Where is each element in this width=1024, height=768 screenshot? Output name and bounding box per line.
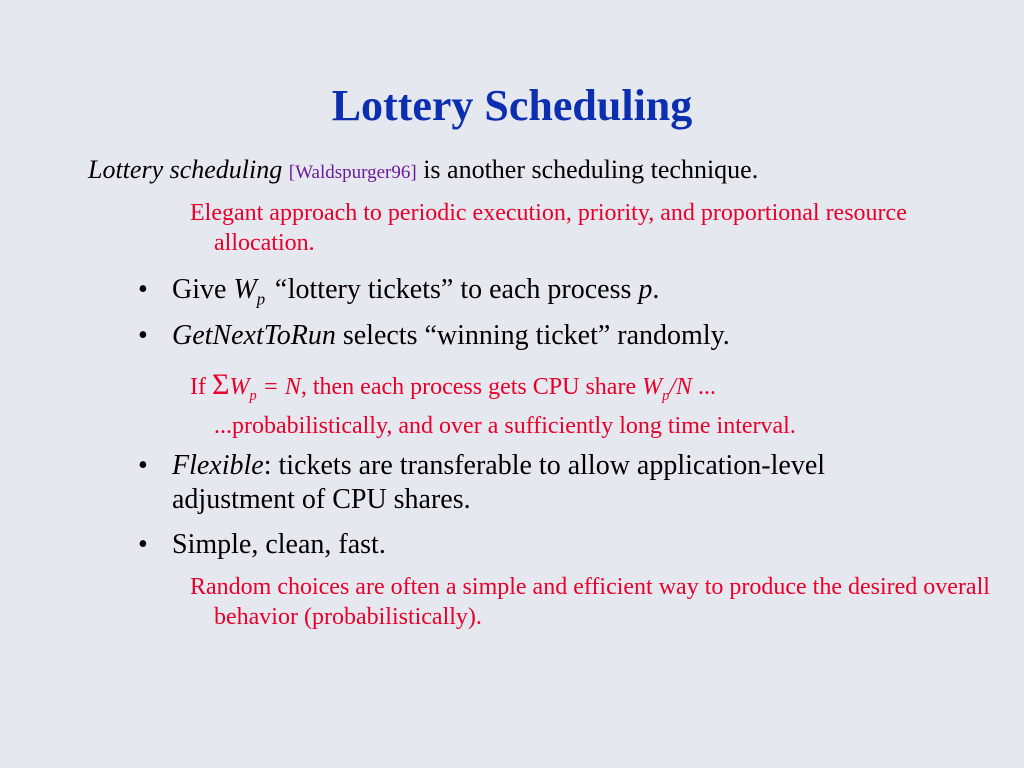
bullet-flexible	[138, 449, 952, 517]
note-equation: = N	[262, 374, 301, 400]
bullet-give-tickets	[138, 273, 992, 317]
getnexttorun-text: selects “winning ticket” randomly.	[342, 320, 730, 351]
share-w-var: W	[642, 374, 663, 400]
note-w-var: W	[229, 374, 250, 400]
bullet-symbol: •	[138, 450, 148, 481]
bullet-give-end: .	[652, 274, 660, 305]
note-w-subscript: p	[249, 387, 257, 404]
intro-line	[88, 155, 758, 185]
bullet-symbol: •	[138, 529, 148, 560]
note-line2: ...probabilistically, and over a sufficiently long time interval.	[214, 412, 796, 439]
w-var: W	[233, 274, 257, 305]
sigma-symbol: Σ	[211, 368, 230, 401]
share-n: /N	[669, 374, 692, 400]
note-ellipsis: ...	[698, 374, 716, 400]
w-subscript: p	[256, 289, 266, 309]
bullet-give-text: lottery tickets” to each process	[287, 274, 632, 305]
getnexttorun-term: GetNextToRun	[172, 320, 336, 351]
bullet-symbol: •	[138, 320, 148, 351]
note-cpu-share	[190, 370, 994, 441]
bullet-give-word: Give	[172, 274, 227, 305]
open-quote: “	[272, 274, 288, 305]
share-subscript: p	[662, 387, 670, 404]
flexible-text: : tickets are transferable to allow application-level adjustment of CPU shares.	[172, 450, 826, 515]
intro-rest: is another scheduling technique.	[423, 155, 759, 184]
bullet-simple	[138, 528, 992, 562]
bullet-getnexttorun	[138, 319, 992, 353]
flexible-term: Flexible	[172, 450, 264, 481]
note-random-choices: Random choices are often a simple and efficient way to produce the desired overall behavior (probabilistically).	[190, 574, 990, 630]
slide-title: Lottery Scheduling	[331, 81, 693, 130]
citation: [Waldspurger96]	[288, 162, 417, 183]
note-if: If	[190, 374, 206, 400]
note-mid-text: , then each process gets CPU share	[300, 374, 637, 400]
simple-text: Simple, clean, fast.	[172, 529, 386, 560]
bullet-symbol: •	[138, 274, 148, 305]
note-elegant-approach: Elegant approach to periodic execution, priority, and proportional resource allocation.	[190, 200, 907, 256]
intro-term: Lottery scheduling	[88, 155, 283, 184]
p-var: p	[638, 274, 653, 305]
